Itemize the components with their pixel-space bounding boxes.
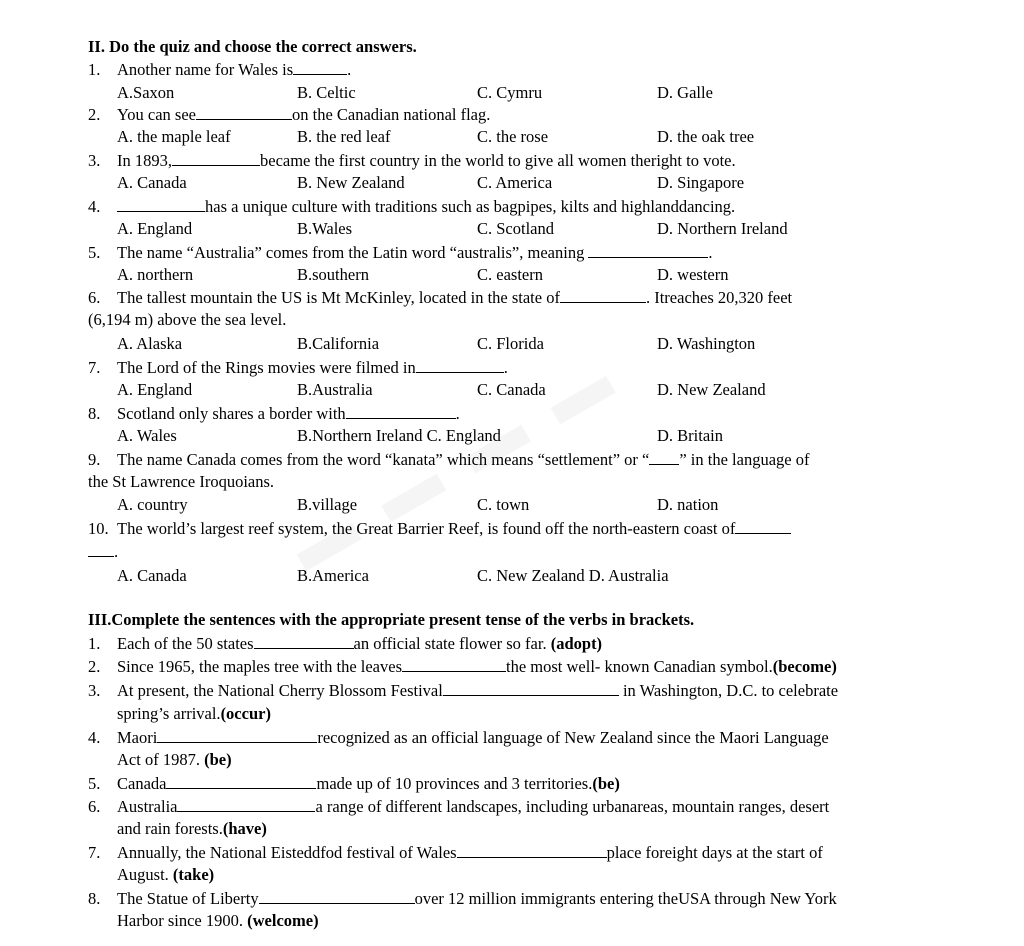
option-a[interactable]: A. country xyxy=(117,495,188,514)
answer-blank[interactable] xyxy=(157,728,317,743)
option-d[interactable]: D. the oak tree xyxy=(657,127,755,146)
sentence-text: Maori xyxy=(117,728,158,747)
option-c[interactable]: C. Cymru xyxy=(477,83,543,102)
question-text: . xyxy=(114,542,119,561)
option-a[interactable]: A. Alaska xyxy=(117,334,183,353)
answer-blank[interactable] xyxy=(88,542,114,557)
sentence-6 xyxy=(117,796,829,817)
question-text: The world’s largest reef system, the Great Barrier Reef, is found off the north-eastern coast of xyxy=(117,519,736,538)
sentence-text: Since 1965, the maples tree with the leaves xyxy=(117,657,402,676)
sentence-text: made up of 10 provinces and 3 territories. xyxy=(316,774,593,793)
question-text: on the Canadian national flag. xyxy=(291,105,491,124)
sentence-text: At present, the National Cherry Blossom Festival xyxy=(117,681,443,700)
question-text: . xyxy=(708,243,713,262)
option-c[interactable]: C. Scotland xyxy=(477,219,554,238)
option-b[interactable]: B.California xyxy=(297,334,380,353)
question-10-continuation xyxy=(88,541,118,562)
question-3-text xyxy=(117,150,736,171)
sentence-text: and rain forests. xyxy=(117,819,223,838)
option-c[interactable]: C. town xyxy=(477,495,530,514)
option-a[interactable]: A. Canada xyxy=(117,566,187,585)
answer-blank[interactable] xyxy=(416,358,504,373)
option-a[interactable]: A. Wales xyxy=(117,426,177,445)
question-number: 2. xyxy=(88,105,101,124)
sentence-3-continuation xyxy=(117,703,271,724)
verb-hint: (take) xyxy=(172,865,215,884)
option-b[interactable]: B.Australia xyxy=(297,380,373,399)
sentence-number: 2. xyxy=(88,657,101,676)
sentence-number: 1. xyxy=(88,634,101,653)
answer-blank[interactable] xyxy=(402,657,506,672)
verb-hint: (adopt) xyxy=(550,634,603,653)
question-text: The tallest mountain the US is Mt McKinley, located in the state of xyxy=(117,288,560,307)
sentence-7 xyxy=(117,842,823,863)
question-2-text xyxy=(117,104,490,125)
answer-blank[interactable] xyxy=(117,197,205,212)
option-a[interactable]: A. Canada xyxy=(117,173,187,192)
answer-blank[interactable] xyxy=(346,404,456,419)
option-c[interactable]: C. New Zealand D. Australia xyxy=(477,566,669,585)
question-text: Scotland only shares a border with xyxy=(117,404,346,423)
sentence-number: 8. xyxy=(88,889,101,908)
question-text: . xyxy=(503,358,508,377)
option-c[interactable]: C. the rose xyxy=(477,127,549,146)
option-a[interactable]: A.Saxon xyxy=(117,83,175,102)
question-number: 7. xyxy=(88,358,101,377)
option-a[interactable]: A. England xyxy=(117,380,193,399)
question-number: 3. xyxy=(88,151,101,170)
question-6-text xyxy=(117,287,792,308)
option-d[interactable]: D. western xyxy=(657,265,729,284)
question-1-text xyxy=(117,59,351,80)
question-text: has a unique culture with traditions such as bagpipes, kilts and highlanddancing. xyxy=(205,197,736,216)
option-d[interactable]: D. Britain xyxy=(657,426,723,445)
question-4-text xyxy=(117,196,735,217)
sentence-text: Each of the 50 states xyxy=(117,634,254,653)
sentence-8 xyxy=(117,888,837,909)
sentence-number: 4. xyxy=(88,728,101,747)
question-text: . xyxy=(347,60,352,79)
sentence-text: over 12 million immigrants entering theUSA through New York xyxy=(414,889,837,908)
question-text: In 1893, xyxy=(117,151,172,170)
sentence-text: Harbor since 1900. xyxy=(117,911,244,930)
sentence-text: an official state flower so far. xyxy=(353,634,547,653)
question-8-text xyxy=(117,403,460,424)
option-d[interactable]: D. nation xyxy=(657,495,719,514)
question-number: 1. xyxy=(88,60,101,79)
sentence-number: 3. xyxy=(88,681,101,700)
option-c[interactable]: C. Florida xyxy=(477,334,544,353)
option-d[interactable]: D. Singapore xyxy=(657,173,745,192)
option-d[interactable]: D. Washington xyxy=(657,334,756,353)
question-number: 6. xyxy=(88,288,101,307)
option-d[interactable]: D. Northern Ireland xyxy=(657,219,788,238)
question-text: . xyxy=(455,404,460,423)
sentence-number: 6. xyxy=(88,797,101,816)
option-a[interactable]: A. the maple leaf xyxy=(117,127,231,146)
question-text: The name “Australia” comes from the Latin word “australis”, meaning xyxy=(117,243,585,262)
section-2-title: II. Do the quiz and choose the correct answers. xyxy=(88,37,417,56)
option-b[interactable]: B. New Zealand xyxy=(297,173,405,192)
verb-hint: (be) xyxy=(204,750,232,769)
question-number: 10. xyxy=(88,519,109,538)
option-c[interactable]: C. Canada xyxy=(477,380,546,399)
question-text: became the first country in the world to give all women theright to vote. xyxy=(260,151,736,170)
sentence-4-continuation xyxy=(117,749,232,770)
question-text: The name Canada comes from the word “kanata” which means “settlement” or “ xyxy=(117,450,650,469)
option-b[interactable]: B. Celtic xyxy=(297,83,356,102)
question-text: . Itreaches 20,320 feet xyxy=(645,288,793,307)
verb-hint: (be) xyxy=(592,774,620,793)
sentence-4 xyxy=(117,727,829,748)
answer-blank[interactable] xyxy=(166,774,316,789)
sentence-7-continuation xyxy=(117,864,214,885)
verb-hint: (occur) xyxy=(220,704,271,723)
sentence-text: The Statue of Liberty xyxy=(117,889,259,908)
question-5-text xyxy=(117,242,712,263)
answer-blank[interactable] xyxy=(172,151,260,166)
sentence-text: Annually, the National Eisteddfod festival of Wales xyxy=(117,843,457,862)
answer-blank[interactable] xyxy=(259,889,415,904)
question-text: Another name for Wales is xyxy=(117,60,294,79)
sentence-6-continuation xyxy=(117,818,267,839)
sentence-text: place foreight days at the start of xyxy=(606,843,823,862)
option-b[interactable]: B.Wales xyxy=(297,219,353,238)
option-b[interactable]: B.village xyxy=(297,495,358,514)
verb-hint: (welcome) xyxy=(247,911,319,930)
question-9-continuation: the St Lawrence Iroquoians. xyxy=(88,472,275,491)
answer-blank[interactable] xyxy=(443,681,619,696)
sentence-5 xyxy=(117,773,620,794)
question-7-text xyxy=(117,357,508,378)
sentence-2 xyxy=(117,656,837,677)
option-b[interactable]: B.America xyxy=(297,566,369,585)
question-10-text xyxy=(117,518,791,539)
question-9-text xyxy=(117,449,809,470)
option-d[interactable]: D. New Zealand xyxy=(657,380,766,399)
answer-blank[interactable] xyxy=(254,634,354,649)
sentence-text: a range of different landscapes, including urbanareas, mountain ranges, desert xyxy=(315,797,830,816)
question-number: 8. xyxy=(88,404,101,423)
sentence-number: 5. xyxy=(88,774,101,793)
answer-blank[interactable] xyxy=(735,519,791,534)
sentence-8-continuation xyxy=(117,910,319,931)
sentence-text: recognized as an official language of New Zealand since the Maori Language xyxy=(317,728,829,747)
answer-blank[interactable] xyxy=(196,105,292,120)
answer-blank[interactable] xyxy=(560,288,646,303)
option-c[interactable]: C. eastern xyxy=(477,265,543,284)
question-6-continuation: (6,194 m) above the sea level. xyxy=(88,310,287,329)
verb-hint: (have) xyxy=(222,819,267,838)
verb-hint: (become) xyxy=(772,657,837,676)
sentence-1 xyxy=(117,633,602,654)
option-c[interactable]: C. America xyxy=(477,173,553,192)
sentence-text: Act of 1987. xyxy=(117,750,200,769)
question-text: You can see xyxy=(117,105,196,124)
answer-blank[interactable] xyxy=(457,843,607,858)
option-b[interactable]: B.southern xyxy=(297,265,369,284)
sentence-3 xyxy=(117,680,838,701)
section-3-title: III.Complete the sentences with the appropriate present tense of the verbs in brackets. xyxy=(88,610,695,629)
answer-blank[interactable] xyxy=(649,450,679,465)
question-number: 5. xyxy=(88,243,101,262)
sentence-number: 7. xyxy=(88,843,101,862)
sentence-text: Canada xyxy=(117,774,167,793)
option-a[interactable]: A. England xyxy=(117,219,193,238)
answer-blank[interactable] xyxy=(177,797,315,812)
sentence-text: spring’s arrival. xyxy=(117,704,221,723)
option-d[interactable]: D. Galle xyxy=(657,83,713,102)
option-a[interactable]: A. northern xyxy=(117,265,194,284)
option-b[interactable]: B.Northern Ireland C. England xyxy=(297,426,501,445)
question-number: 4. xyxy=(88,197,101,216)
sentence-text: in Washington, D.C. to celebrate xyxy=(622,681,839,700)
answer-blank[interactable] xyxy=(293,60,347,75)
sentence-text: Australia xyxy=(117,797,178,816)
question-text: ” in the language of xyxy=(679,450,810,469)
question-number: 9. xyxy=(88,450,101,469)
sentence-text: August. xyxy=(117,865,169,884)
option-b[interactable]: B. the red leaf xyxy=(297,127,391,146)
question-text: The Lord of the Rings movies were filmed in xyxy=(117,358,416,377)
answer-blank[interactable] xyxy=(588,243,708,258)
sentence-text: the most well- known Canadian symbol. xyxy=(506,657,773,676)
